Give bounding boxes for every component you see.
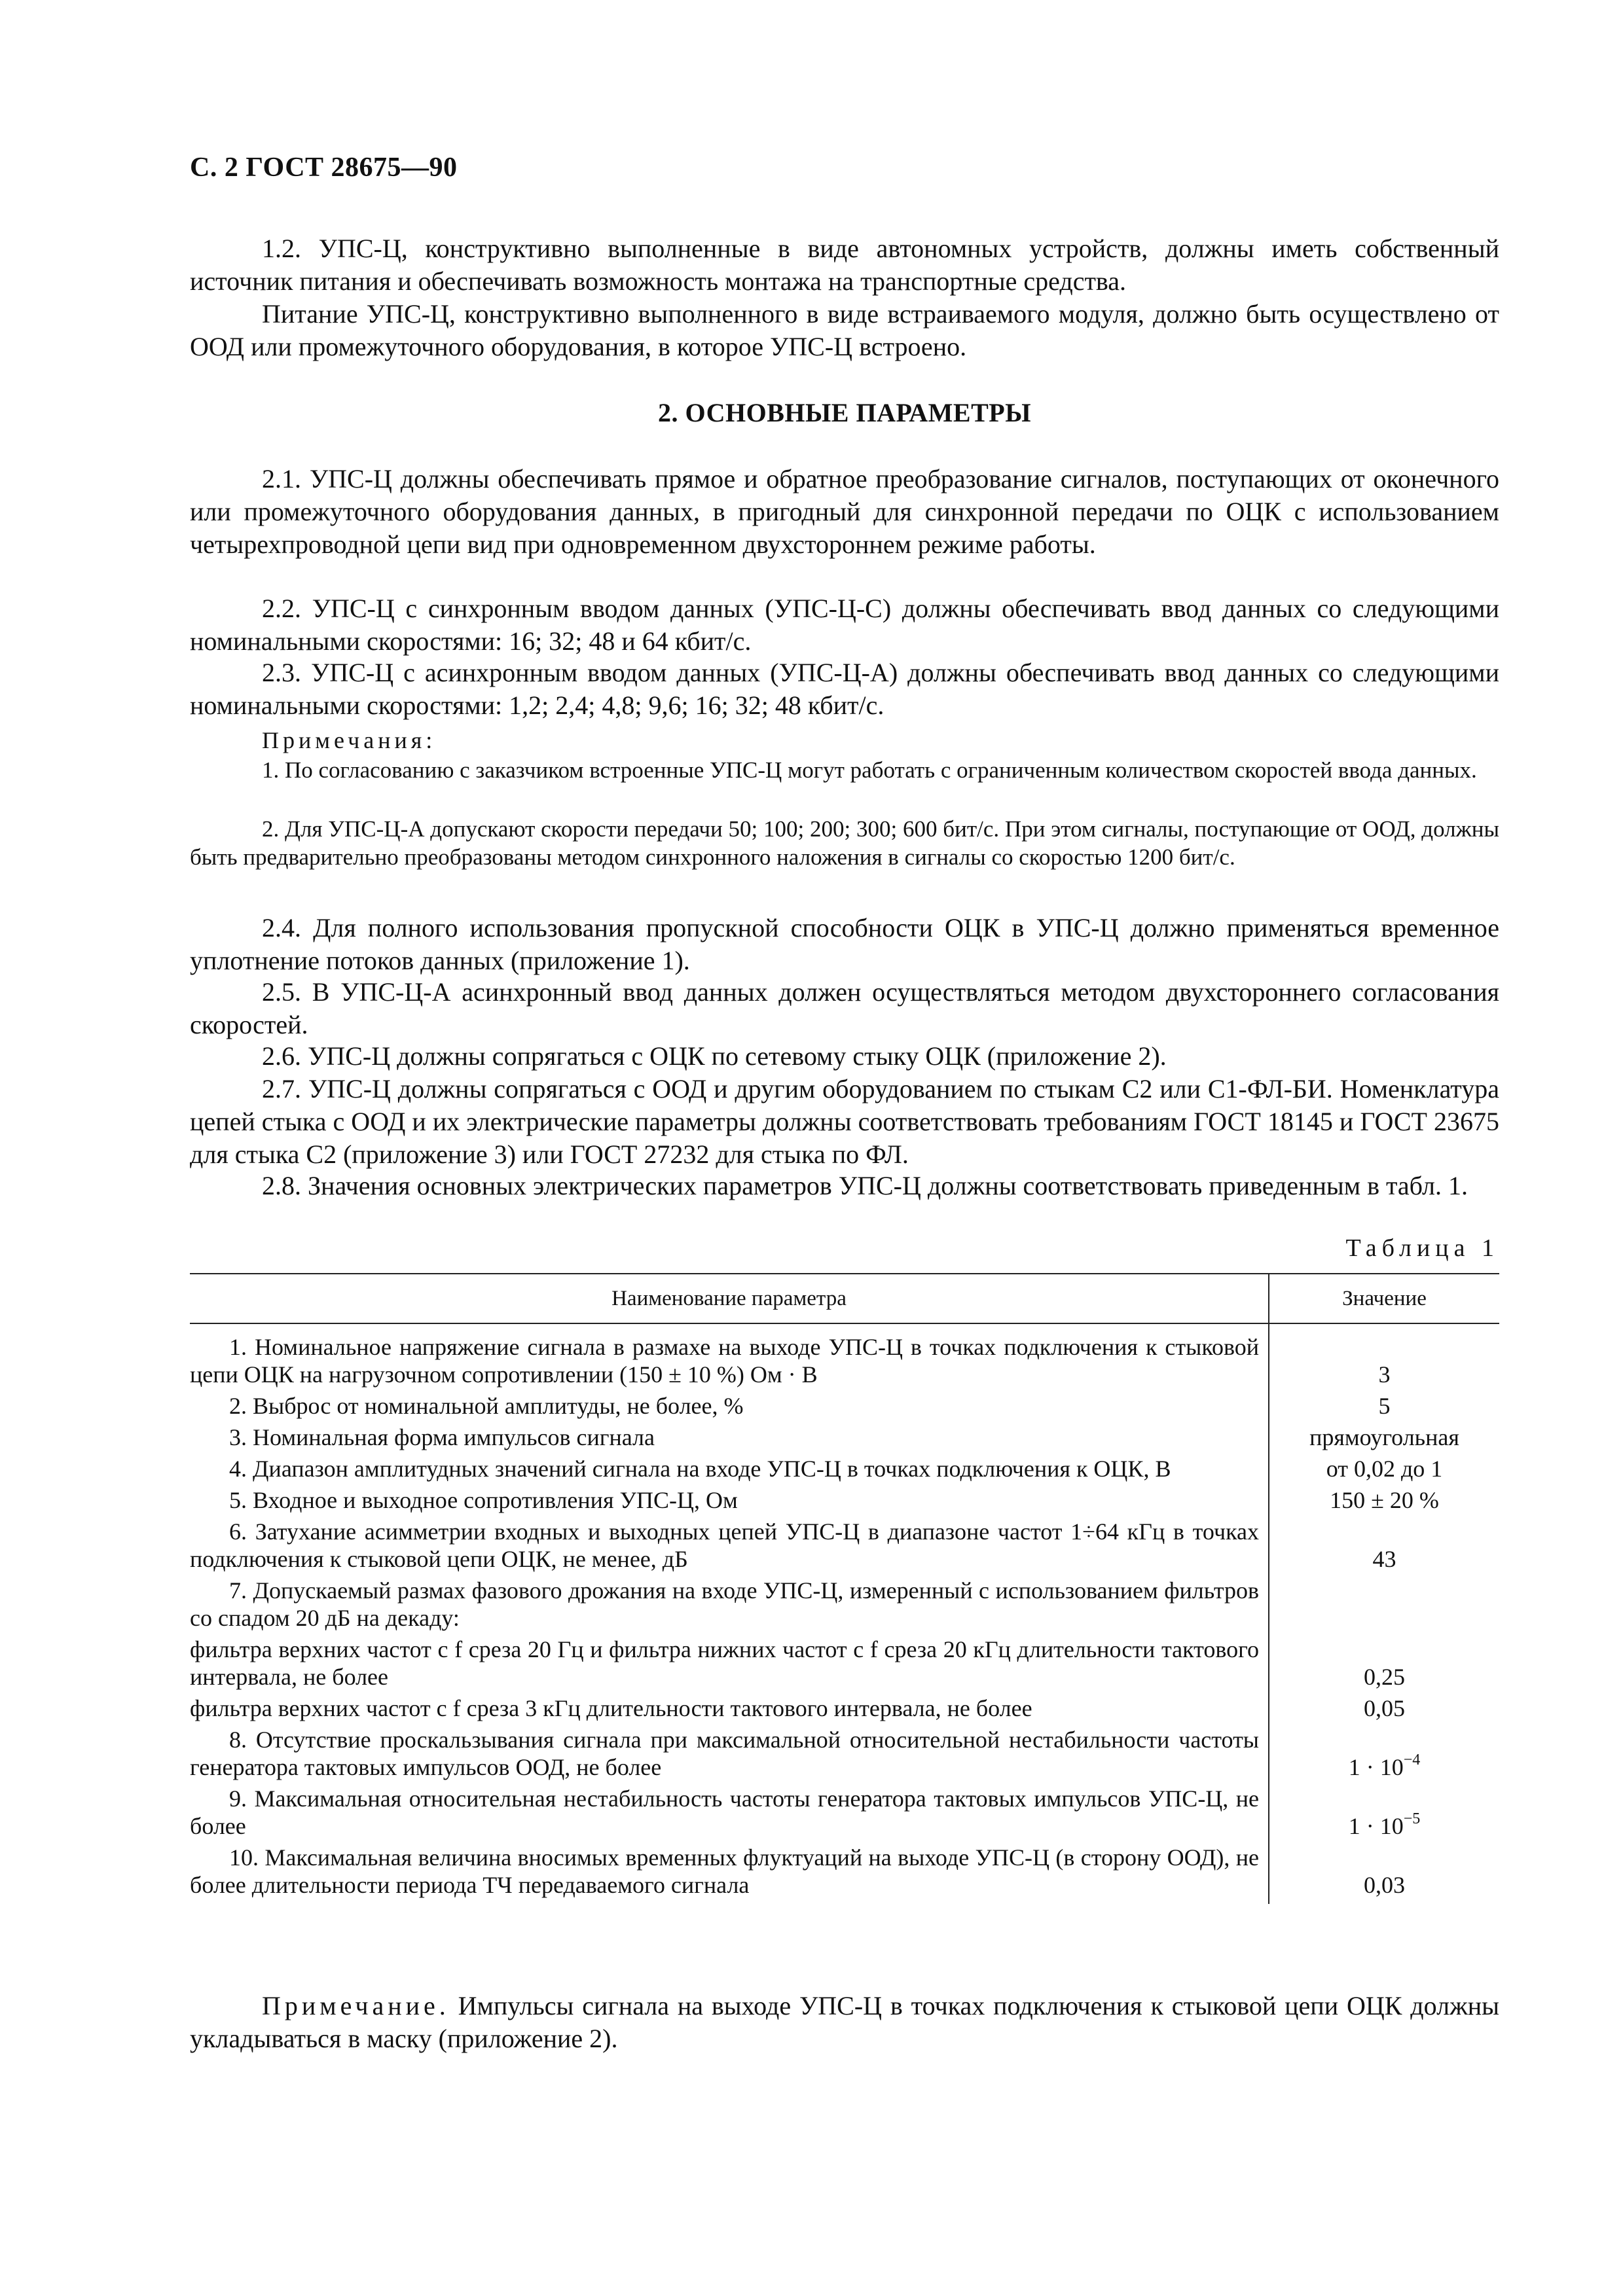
param-value: 0,25: [1364, 1664, 1405, 1690]
table-row: [190, 1783, 1499, 1842]
table-header-row: [190, 1274, 1499, 1323]
param-value: [1269, 1724, 1499, 1783]
param-name: 4. Диапазон амплитудных значений сигнала на входе УПС-Ц в точках подключения к ОЦК, В: [190, 1453, 1269, 1484]
paragraph-2-3: 2.3. УПС-Ц с асинхронным вводом данных (УПС-Ц-А) должны обеспечивать ввод данных со следующими номинальными скоростями: 1,2; 2,4; 4,8; 9,6; 16; 32; 48 кбит/с.: [190, 658, 1499, 720]
param-name: 10. Максимальная величина вносимых временных флуктуаций на выходе УПС-Ц (в сторону ООД), не более длительности периода ТЧ передаваемого сигнала: [190, 1842, 1269, 1904]
final-note: [190, 1990, 1499, 2055]
final-note-label: Примечание.: [262, 1991, 450, 2020]
table-caption: Таблица 1: [1345, 1234, 1499, 1262]
table-row: [190, 1634, 1499, 1693]
page-header: С. 2 ГОСТ 28675—90: [190, 152, 458, 183]
param-value: 3: [1378, 1361, 1391, 1388]
paragraph-2-1: 2.1. УПС-Ц должны обеспечивать прямое и обратное преобразование сигналов, поступающих от оконечного или промежуточного оборудования данных, в пригодный для синхронной передачи по ОЦК с использованием четырехпроводной цепи вид при одновременном двухстороннем режиме работы.: [190, 464, 1499, 559]
table-row: [190, 1724, 1499, 1783]
notes-heading: Примечания:: [262, 727, 437, 753]
value-exponent: −5: [1403, 1810, 1421, 1827]
param-name: фильтра верхних частот с f среза 20 Гц и фильтра нижних частот с f среза 20 кГц длительности тактового интервала, не более: [190, 1634, 1269, 1693]
paragraph-2-7: 2.7. УПС-Ц должны сопрягаться с ООД и другим оборудованием по стыкам С2 или С1-ФЛ-БИ. Номенклатура цепей стыка с ООД и их электрические параметры должны соответствовать требованиям ГОСТ 18145 и ГОСТ 23675 для стыка С2 (приложение 3) или ГОСТ 27232 для стыка по ФЛ.: [190, 1074, 1499, 1169]
paragraph-2-8: 2.8. Значения основных электрических параметров УПС-Ц должны соответствовать приведенным в табл. 1.: [262, 1171, 1468, 1200]
table-row: [190, 1693, 1499, 1724]
param-value: 0,03: [1364, 1872, 1405, 1898]
table-row: [190, 1453, 1499, 1484]
note-1: 1. По согласованию с заказчиком встроенные УПС-Ц могут работать с ограниченным количеством скоростей ввода данных.: [262, 757, 1477, 783]
param-name: 5. Входное и выходное сопротивления УПС-Ц, Ом: [190, 1484, 1269, 1516]
param-name: 9. Максимальная относительная нестабильность частоты генератора тактовых импульсов УПС-Ц, не более: [190, 1783, 1269, 1842]
param-name: 3. Номинальная форма импульсов сигнала: [190, 1422, 1269, 1453]
param-value: от 0,02 до 1: [1326, 1456, 1443, 1482]
paragraph-1-2: 1.2. УПС-Ц, конструктивно выполненные в виде автономных устройств, должны иметь собственный источник питания и обеспечивать возможность монтажа на транспортные средства.: [190, 234, 1499, 296]
param-value: прямоугольная: [1309, 1424, 1459, 1450]
table-row: [190, 1575, 1499, 1634]
section-title: 2. ОСНОВНЫЕ ПАРАМЕТРЫ: [658, 398, 1031, 427]
final-note-text: Импульсы сигнала на выходе УПС-Ц в точках подключения к стыковой цепи ОЦК должны укладываться в маску (приложение 2).: [190, 1991, 1499, 2053]
value-exponent: −4: [1403, 1751, 1421, 1768]
table-row: [190, 1422, 1499, 1453]
param-value: 5: [1378, 1393, 1391, 1419]
param-name: 8. Отсутствие проскальзывания сигнала при максимальной относительной нестабильности частоты генератора тактовых импульсов ООД, не более: [190, 1724, 1269, 1783]
note-2: 2. Для УПС-Ц-А допускают скорости передачи 50; 100; 200; 300; 600 бит/с. При этом сигналы, поступающие от ООД, должны быть предварительно преобразованы методом синхронного наложения в сигналы со скоростью 1200 бит/с.: [190, 816, 1499, 870]
value-base: 1 · 10: [1348, 1754, 1404, 1780]
table-row: [190, 1516, 1499, 1575]
param-value: [1269, 1783, 1499, 1842]
table-row: [190, 1323, 1499, 1390]
param-name: фильтра верхних частот с f среза 3 кГц длительности тактового интервала, не более: [190, 1693, 1269, 1724]
table-row: [190, 1390, 1499, 1422]
param-name: 6. Затухание асимметрии входных и выходных цепей УПС-Ц в диапазоне частот 1÷64 кГц в точках подключения к стыковой цепи ОЦК, не менее, дБ: [190, 1516, 1269, 1575]
table-row: [190, 1484, 1499, 1516]
paragraph-2-2: 2.2. УПС-Ц с синхронным вводом данных (УПС-Ц-С) должны обеспечивать ввод данных со следующими номинальными скоростями: 16; 32; 48 и 64 кбит/с.: [190, 594, 1499, 656]
paragraph-2-4: 2.4. Для полного использования пропускной способности ОЦК в УПС-Ц должно применяться временное уплотнение потоков данных (приложение 1).: [190, 913, 1499, 975]
header-name: Наименование параметра: [190, 1274, 1269, 1323]
param-value: 150 ± 20 %: [1330, 1487, 1439, 1513]
param-value: [1269, 1575, 1499, 1634]
param-value: 43: [1372, 1546, 1396, 1572]
parameters-table: [190, 1273, 1499, 1904]
table-row: [190, 1842, 1499, 1904]
header-value: Значение: [1269, 1274, 1499, 1323]
param-name: 7. Допускаемый размах фазового дрожания на входе УПС-Ц, измеренный с использованием фильтров со спадом 20 дБ на декаду:: [190, 1575, 1269, 1634]
param-value: 0,05: [1364, 1695, 1405, 1721]
value-base: 1 · 10: [1348, 1813, 1404, 1839]
paragraph-2-5: 2.5. В УПС-Ц-А асинхронный ввод данных должен осуществляться методом двухстороннего согласования скоростей.: [190, 977, 1499, 1039]
param-name: 1. Номинальное напряжение сигнала в размахе на выходе УПС-Ц в точках подключения к стыковой цепи ОЦК на нагрузочном сопротивлении (150 ± 10 %) Ом · В: [190, 1323, 1269, 1390]
paragraph-2-6: 2.6. УПС-Ц должны сопрягаться с ОЦК по сетевому стыку ОЦК (приложение 2).: [262, 1041, 1167, 1071]
paragraph-power: Питание УПС-Ц, конструктивно выполненного в виде встраиваемого модуля, должно быть осуществлено от ООД или промежуточного оборудования, в которое УПС-Ц встроено.: [190, 299, 1499, 361]
param-name: 2. Выброс от номинальной амплитуды, не более, %: [190, 1390, 1269, 1422]
